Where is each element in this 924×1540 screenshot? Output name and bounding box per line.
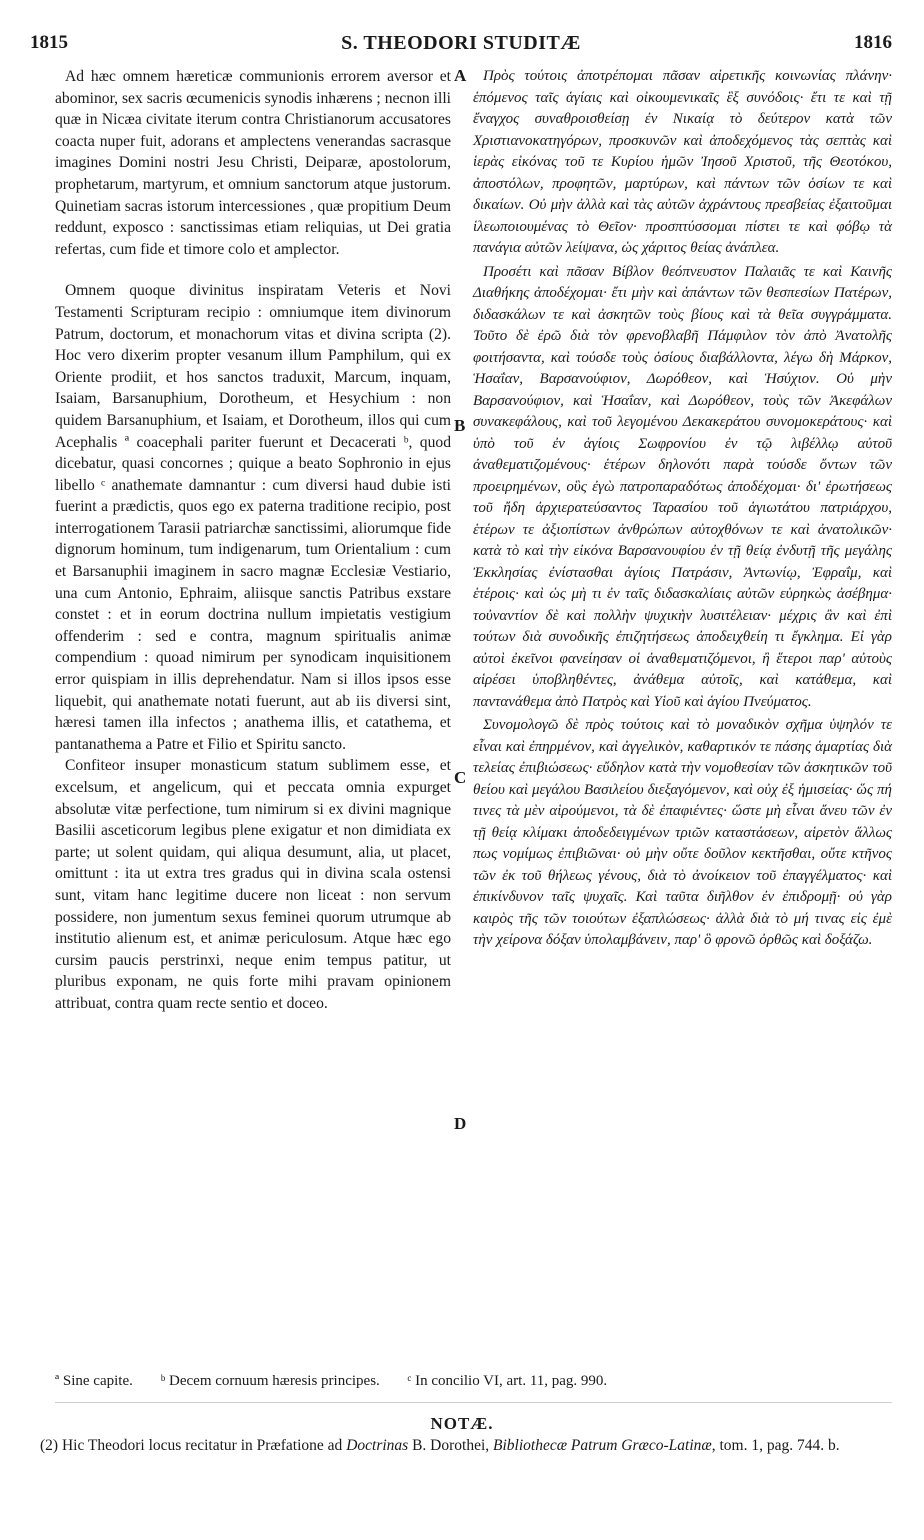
running-title: S. THEODORI STUDITÆ	[341, 32, 581, 54]
notae-text-end: , tom. 1, pag. 744. b.	[711, 1437, 840, 1454]
notae-work-2: Bibliothecæ Patrum Græco-Latinæ	[493, 1437, 712, 1454]
latin-column	[55, 66, 451, 1015]
section-marker-c: C	[454, 768, 467, 787]
notae-note	[40, 1436, 892, 1456]
footnote-c: ᶜ In concilio VI, art. 11, pag. 990.	[407, 1373, 608, 1389]
notae-heading: NOTÆ.	[430, 1414, 494, 1433]
page-header	[30, 32, 892, 62]
latin-paragraph-3: Confiteor insuper monasticum statum sublimem esse, et excelsum, et angelicum, qui et peccata omnia expurget absolutæ vitæ perfectione, tum nimirum si ex divini magnique Basilii asceticorum legibus plene exigatur et non dimidiata ex parte; ut solent quidam, qui aliqua desumunt, alia, ut placet, omittunt : ita ut extra tres gradus qui in divina scala ostensi sunt, vitam hanc legitime ducere non liceat : non servum possidere, non jumentum sexus feminei quorum utrumque ab institutio alienum est, et animæ periculosum. Atque hæc ego cursim paucis perstrinxi, neque enim tempus patitur, ut pluribus exponam, ne quis forte mihi pravam opinionem attribuat, contra quam recte sentio et doceo.	[55, 757, 451, 1012]
section-marker-a: A	[454, 66, 467, 85]
greek-paragraph-3: Συνομολογῶ δὲ πρὸς τούτοις καὶ τὸ μοναδικὸν σχῆμα ὑψηλόν τε εἶναι καὶ ἐπηρμένον, καὶ ἀγγελικὸν, καθαρτικόν τε πάσης ἁμαρτίας διὰ τελείας ἐπιβιώσεως· εὔδηλον κατὰ τὴν νομοθεσίαν τῶν ἀσκητικῶν τοῦ θείου καὶ μεγάλου Βασιλείου διεξαγόμενον, καὶ οὐχ ἐξ ἡμισείας· ὥς πή τινες τὰ μὲν αἱρούμενοι, τὰ δὲ ἐπαφιέντες· ὥστε μὴ εἶναι ἄνευ τῶν ἐν τῇ θείᾳ κλίμακι ἀποδεδειγμένων τριῶν καταστάσεων, αἱρετὸν ἄλλως πως νομίμως ἐπιβιῶναι· οὐ μὴν οὔτε δοῦλον κεκτῆσθαι, οὔτε κτῆνος τῶν ἐκ τοῦ θήλεως γένους, διὰ τὸ ἀνοίκειον τοῦ ἐπαγγέλματος· καὶ ἐπικίνδυνον ταῖς ψυχαῖς. Καὶ ταῦτα διῆλθον ἐν ἐπιδρομῇ· οὐ γὰρ καιρὸς τῆς τῶν τοιούτων ἐξαπλώσεως· ἀλλὰ διὰ τὸ μή τινας εἰς ἐμὲ τὴν χείρονα δόξαν ὑπολαμβάνειν, παρ' ὃ φρονῶ ὀρθῶς καὶ δοξάζω.	[473, 717, 892, 948]
notae-work-1: Doctrinas	[346, 1437, 409, 1454]
footnote-a: ª Sine capite.	[55, 1373, 133, 1389]
greek-column	[473, 66, 892, 952]
latin-paragraph-1: Ad hæc omnem hæreticæ communionis errorem aversor et abominor, sex sacris œcumenicis synodis inhærens ; necnon illi quæ in Nicæa civitate iterum contra Christianorum accusatores coacta nuper fuit, adorans et amplectens venerandas sacrasque imagines Domini nostri Jesu Christi, Deiparæ, apostolorum, prophetarum, martyrum, et omnium sanctorum atque justorum. Quinetiam sacras istorum intercessiones , quæ propitium Deum reddunt, exposco : sanctissimas etiam reliquias, ut Dei gratia refertas, cum fide et timore colo et amplector.	[55, 68, 451, 258]
greek-paragraph-2: Προσέτι καὶ πᾶσαν Βίβλον θεόπνευστον Παλαιᾶς τε καὶ Καινῆς Διαθήκης ἀποδέχομαι· ἔτι μὴν καὶ ἁπάντων τῶν θεσπεσίων Πατέρων, διδασκάλων τε καὶ ἀσκητῶν τοὺς βίους καὶ τὰ θεῖα συγγράμματα. Τοῦτο δὲ ἐρῶ διὰ τὸν φρενοβλαβῆ Πάμφιλον τὸν ἀπὸ Ἀνατολῆς φοιτήσαντα, καὶ τούσδε τοὺς ὁσίους διαβάλλοντα, λέγω δὴ Μάρκον, Ἡσαΐαν, Βαρσανούφιον, Δωρόθεον, καὶ Ἡσύχιον. Οὐ μὴν Βαρσανούφιον, καὶ Ἡσαΐαν, καὶ Δωρόθεον, τοὺς τῶν Ἀκεφάλων συνακεφάλους, καὶ τοῦ λεγομένου Δεκακεράτου συνομοκεράτους· καὶ ὑπὸ τοῦ ἐν ἁγίοις Σωφρονίου ἐν τῷ λιβέλλῳ αὐτοῦ ἀναθεματιζομένους· ἑτέρων δηλονότι παρὰ τούσδε ὄντων τῶν προειρημένων, οὓς ἐγὼ πατροπαραδότως ἀποδέχομαι· δι' ἐρωτήσεως τοῦ ἤδη ἀρχιερατεύσαντος Ταρασίου τοῦ ἁγιωτάτου πατριάρχου, ἑτέρων τε ἀξιοπίστων ἀνθρώπων αὐτοχθόνων τε καὶ ἀνατολικῶν· κατὰ τὸ καὶ τὴν εἰκόνα Βαρσανουφίου ἐν τῇ θείᾳ ἐνδυτῇ τῆς μεγάλης Ἐκκλησίας ἐνίστασθαι ἁγίοις Πατράσιν, Ἀντωνίῳ, Ἐφραΐμ, καὶ ἑτέροις· καὶ ὡς μὴ τι ἐν ταῖς διδασκαλίαις αὐτῶν εὑρηκὼς ἀσέβημα· τοὐναντίον δὲ καὶ πολλὴν ψυχικὴν λυσιτέλειαν· μέχρις ἂν καὶ ἐπὶ τούτων διὰ συνοδικῆς ἐπιζητήσεως ἀποδειχθείη τι ἔγκλημα. Εἰ γὰρ αὐτοὶ ἐκεῖνοι φανείησαν οἱ ἀναθεματιζόμενοι, ἢ ἕτεροι παρ' αὐτοὺς αἱρέσει ὑποβληθέντες, ἀνάθεμα αὐτοῖς, καὶ κατάθεμα, καὶ παντανάθεμα ἀπὸ Πατρὸς καὶ Υἱοῦ καὶ ἁγίου Πνεύματος.	[473, 263, 892, 710]
footnotes	[55, 1373, 895, 1390]
separator-rule	[55, 1402, 892, 1403]
notae-text-mid: B. Dorothei,	[412, 1437, 490, 1454]
greek-paragraph-1: Πρὸς τούτοις ἀποτρέπομαι πᾶσαν αἱρετικῆς κοινωνίας πλάνην· ἑπόμενος ταῖς ἁγίαις καὶ οἰκουμενικαῖς ἓξ συνόδοις· ἔτι τε καὶ τῇ ἔναγχος συναθροισθείσῃ ἐν Νικαίᾳ τὸ δεύτερον κατὰ τῶν Χριστιανοκατηγόρων, προσκυνῶν καὶ ἀποδεχόμενος τὰς σεπτὰς καὶ ἱερὰς εἰκόνας τοῦ τε Κυρίου ἡμῶν Ἰησοῦ Χριστοῦ, τῆς Θεοτόκου, ἀποστόλων, προφητῶν, μαρτύρων, καὶ πάντων τῶν ὁσίων τε καὶ δικαίων. Οὐ μὴν ἀλλὰ καὶ τὰς αὐτῶν ἀχράντους πρεσβείας ἐξαιτοῦμαι ἱλεωποιουμένας τὸ Θεῖον· προσπτύσσομαι πίστει τε καὶ φόβῳ τὰ πανάγια αὐτῶν λείψανα, ὡς χάριτος θείας ἀνάπλεα.	[473, 68, 892, 256]
latin-paragraph-2: Omnem quoque divinitus inspiratam Veteris et Novi Testamenti Scripturam recipio : omniumque item divinorum Patrum, doctorum, et monachorum vitas et divina scripta (2). Hoc vero dixerim propter vesanum illum Pamphilum, qui ex Oriente prodiit, et hos sanctos traduxit, Marcum, inquam, Isaiam, Barsanuphium, Dorotheum, et Hesychium : non quidem Barsanuphium, et Isaiam, et Dorotheum, illos qui cum Acephalis ª coacephali pariter fuerunt et Decacerati ᵇ, quod dicebatur, quasi concornes ; quique a beato Sophronio in ejus libello ᶜ anathemate damnantur : cum diversi haud dubie isti fuerint a prædictis, quos ego ex paterna traditione recipio, post interrogationem Tarasii patriarchæ sanctissimi, aliorumque fide dignorum hominum, tum indigenarum, tum Orientalium : cum et Barsanuphii imaginem in sacro magnæ Ecclesiæ Vestiario, una cum Antonio, Ephraim, aliisque sanctis Patribus exstare constet : et in eorum doctrina nullum impietatis vestigium offenderim : sed e contra, magnum spiritualis animæ compendium : quoad nimirum per synodicam inquisitionem error quispiam in illis deprehendatur. Nam si illos ipsos esse liquebit, qui anathemate notati fuerunt, aut ab iis diversi sint, hæresi tamen illa infectos ; anathema illis, et catathema, et pantanathema a Patre et Filio et Spiritu sancto.	[55, 282, 451, 753]
section-marker-d: D	[454, 1114, 467, 1133]
section-marker-b: B	[454, 416, 466, 435]
page-number-left: 1815	[30, 32, 68, 53]
notae-text-start: (2) Hic Theodori locus recitatur in Præfatione ad	[40, 1437, 343, 1454]
page-number-right: 1816	[854, 32, 892, 53]
footnote-b: ᵇ Decem cornuum hæresis principes.	[160, 1373, 380, 1389]
